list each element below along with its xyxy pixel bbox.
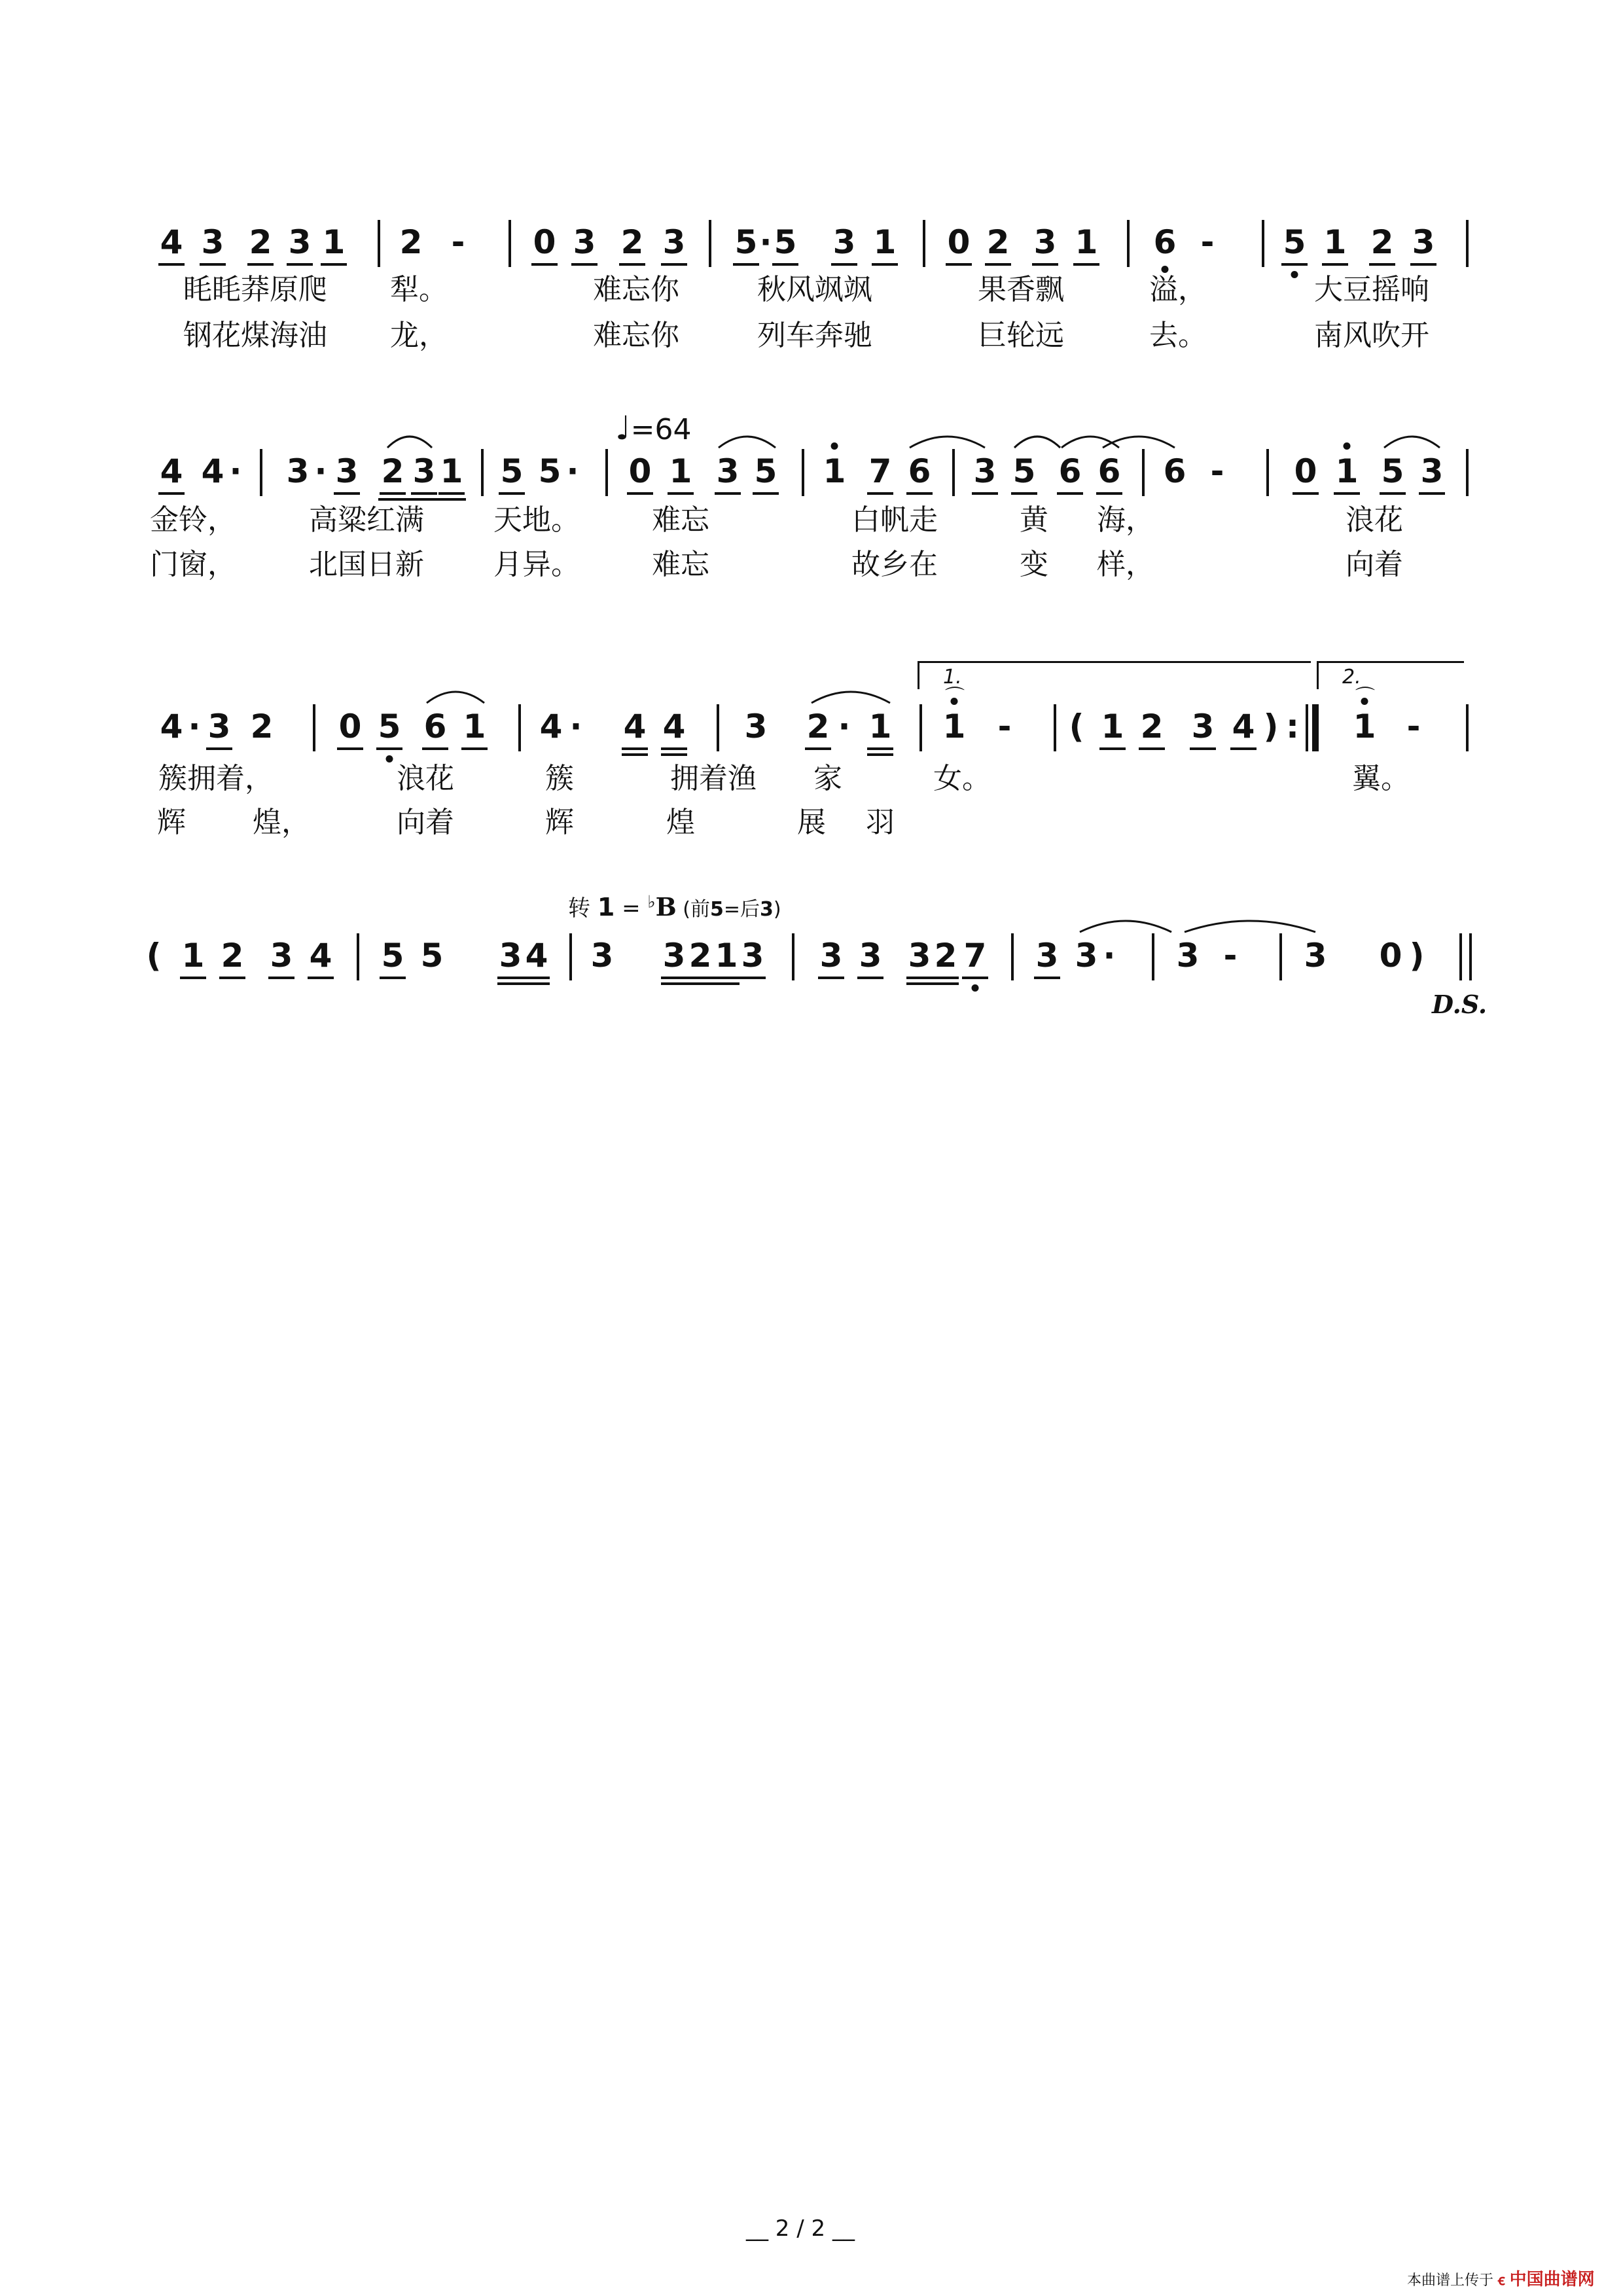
lyric-word: 溢， — [1149, 273, 1207, 306]
jianpu-note: 1 — [463, 708, 486, 745]
jianpu-note: 5 — [774, 223, 797, 261]
quarter-note-icon: ♩ — [615, 409, 631, 447]
barline — [378, 220, 380, 267]
jianpu-note: 0 — [533, 223, 556, 261]
jianpu-note: ( — [146, 937, 162, 975]
jianpu-note: 3 — [286, 452, 310, 490]
lyric-word: 向着 — [397, 806, 454, 839]
lower-octave-dot — [972, 984, 979, 992]
barline — [919, 704, 922, 751]
jianpu-note: 3 — [662, 937, 686, 975]
lyric-word: 羽 — [866, 806, 895, 839]
lyric-word: 浪花 — [1346, 503, 1403, 537]
fermata-icon: ⌒ — [1355, 686, 1375, 709]
jianpu-note: 5 — [1381, 452, 1404, 490]
jianpu-note: 0 — [947, 223, 971, 261]
jianpu-note: 6 — [1163, 452, 1186, 490]
jianpu-note: 4 — [539, 708, 563, 745]
underline-beam — [337, 747, 363, 750]
underline-beam — [661, 753, 687, 756]
jianpu-note: 3 — [590, 937, 614, 975]
barline — [1142, 449, 1145, 496]
jianpu-note: 2 — [620, 223, 644, 261]
underline-beam — [1011, 492, 1037, 495]
lyric-word: 翼。 — [1352, 762, 1410, 795]
jianpu-note: 4 — [309, 937, 332, 975]
site-logo-icon: ꞓ — [1498, 2272, 1505, 2289]
underline-beam — [753, 492, 779, 495]
underline-beam — [531, 263, 558, 266]
barline — [1127, 220, 1130, 267]
lyric-word: 难忘 — [652, 548, 709, 581]
volta-2 — [1317, 661, 1464, 689]
barline — [508, 220, 511, 267]
underline-beam — [422, 747, 448, 750]
jianpu-note: 1 — [823, 452, 846, 490]
lyric-word: 天地。 — [493, 503, 580, 537]
underline-beam — [287, 263, 313, 266]
barline — [1054, 704, 1056, 751]
jianpu-note: 1 — [715, 937, 738, 975]
lyric-word: 大豆摇响 — [1314, 273, 1429, 306]
jianpu-note: - — [1223, 937, 1238, 975]
jianpu-note: 2 — [399, 223, 423, 261]
lyric-word: 月异。 — [493, 548, 580, 581]
underline-beam — [962, 977, 988, 979]
lower-octave-dot — [1291, 271, 1298, 278]
jianpu-note: 5 — [378, 708, 401, 745]
jianpu-note: 1 — [1323, 223, 1347, 261]
jianpu-note: 5 — [1283, 223, 1306, 261]
jianpu-note: 4 — [662, 708, 686, 745]
jianpu-note: 1 — [942, 708, 966, 745]
underline-beam — [740, 977, 766, 979]
jianpu-note: 6 — [908, 452, 931, 490]
jianpu-note: 3 — [1191, 708, 1215, 745]
upper-octave-dot — [831, 442, 838, 450]
barline — [1466, 220, 1469, 267]
jianpu-note: 3 — [499, 937, 522, 975]
jianpu-note: 2 — [806, 708, 830, 745]
lyric-word: 去。 — [1149, 319, 1207, 352]
repeat-barline-thick — [1312, 704, 1319, 751]
lyric-word: 难忘 — [652, 503, 709, 537]
barline — [518, 704, 521, 751]
jianpu-note: 3 — [859, 937, 882, 975]
upper-octave-dot — [1344, 442, 1351, 450]
fermata-icon: ⌒ — [945, 686, 965, 709]
lyric-word: 果香飘 — [978, 273, 1064, 306]
jianpu-note: 4 — [201, 452, 224, 490]
underline-beam — [1322, 263, 1348, 266]
lyric-word: 故乡在 — [851, 548, 938, 581]
underline-beam — [972, 492, 998, 495]
barline — [569, 933, 572, 980]
underline-beam — [499, 492, 525, 495]
jianpu-note: · — [188, 708, 201, 745]
underline-beam — [906, 492, 933, 495]
underline-beam — [933, 982, 959, 985]
jianpu-note: 3 — [832, 223, 856, 261]
barline — [1011, 933, 1014, 980]
lyric-word: 列车奔驰 — [757, 319, 872, 352]
slur-arc — [910, 429, 985, 449]
jianpu-note: 4 — [160, 708, 183, 745]
underline-beam — [268, 977, 294, 979]
underline-beam — [857, 977, 883, 979]
underline-beam — [733, 263, 759, 266]
underline-beam — [867, 492, 893, 495]
underline-beam — [1293, 492, 1319, 495]
underline-beam — [661, 977, 687, 979]
lyric-word: 辉 — [157, 806, 186, 839]
jianpu-note: 0 — [338, 708, 362, 745]
jianpu-note: 2 — [381, 452, 404, 490]
underline-beam — [619, 263, 645, 266]
key-change-mark: 转 1 = ♭B (前5=后3) — [568, 892, 781, 922]
jianpu-note: 1 — [669, 452, 692, 490]
underline-beam — [1099, 747, 1126, 750]
watermark — [1407, 2266, 1595, 2290]
underline-beam — [571, 263, 597, 266]
jianpu-note: 1 — [873, 223, 897, 261]
lyric-word: 女。 — [933, 762, 991, 795]
jianpu-note: 4 — [525, 937, 548, 975]
jianpu-note: 2 — [1370, 223, 1394, 261]
lyric-word: 煌 — [666, 806, 695, 839]
underline-beam — [206, 747, 232, 750]
final-barline — [1469, 933, 1472, 980]
lyric-word: 簇 — [545, 762, 574, 795]
slur-arc — [427, 685, 484, 704]
jianpu-note: 3 — [1304, 937, 1327, 975]
ds-mark: D.S. — [1432, 990, 1488, 1019]
barline — [605, 449, 608, 496]
underline-beam — [687, 982, 713, 985]
underline-beam — [906, 977, 933, 979]
jianpu-note: 2 — [986, 223, 1010, 261]
jianpu-note: - — [1210, 452, 1224, 490]
lyric-word: 煌， — [253, 806, 310, 839]
jianpu-note: 3 — [288, 223, 312, 261]
barline — [802, 449, 804, 496]
lyric-word: 海， — [1097, 503, 1154, 537]
lyric-word: 样， — [1097, 548, 1154, 581]
barline — [1306, 704, 1308, 751]
barline — [260, 449, 262, 496]
jianpu-note: 3 — [908, 937, 931, 975]
underline-beam — [247, 263, 274, 266]
underline-beam — [946, 263, 972, 266]
lyric-word: 门窗， — [150, 548, 236, 581]
jianpu-note: - — [997, 708, 1012, 745]
barline — [1466, 704, 1469, 751]
jianpu-note: 4 — [1232, 708, 1255, 745]
jianpu-note: 1 — [1353, 708, 1376, 745]
barline — [313, 704, 315, 751]
slur-arc — [387, 429, 432, 449]
jianpu-note: 3 — [270, 937, 293, 975]
barline — [1279, 933, 1282, 980]
lyric-word: 辉 — [545, 806, 574, 839]
underline-beam — [1032, 263, 1058, 266]
underline-beam — [1139, 747, 1165, 750]
underline-beam — [715, 492, 741, 495]
underline-beam — [1073, 263, 1099, 266]
underline-beam — [308, 977, 334, 979]
slur-arc — [1103, 429, 1175, 449]
jianpu-note: · — [229, 452, 242, 490]
notation-row-4 — [0, 936, 1623, 1014]
underline-beam — [158, 492, 185, 495]
jianpu-note: 3 — [744, 708, 768, 745]
jianpu-note: · — [838, 708, 851, 745]
jianpu-note: 3 — [741, 937, 764, 975]
underline-beam — [1369, 263, 1395, 266]
barline — [792, 933, 794, 980]
jianpu-note: - — [1406, 708, 1421, 745]
underline-beam — [334, 492, 360, 495]
jianpu-note: 3 — [1176, 937, 1200, 975]
jianpu-note: 7 — [868, 452, 892, 490]
underline-beam — [872, 263, 898, 266]
lyric-word: 难忘你 — [593, 273, 679, 306]
jianpu-note: 5 — [1012, 452, 1036, 490]
underline-beam — [622, 747, 648, 750]
slur-arc — [1384, 429, 1440, 449]
underline-beam — [661, 747, 687, 750]
slur-arc — [812, 685, 890, 704]
underline-beam — [497, 982, 524, 985]
jianpu-note: 1 — [1075, 223, 1098, 261]
underline-beam — [524, 982, 550, 985]
jianpu-note: : — [1286, 708, 1299, 745]
jianpu-note: 3 — [1075, 937, 1098, 975]
barline — [709, 220, 711, 267]
jianpu-note: 7 — [963, 937, 987, 975]
jianpu-note: 3 — [1033, 223, 1057, 261]
lyric-word: 金铃， — [150, 503, 236, 537]
volta-1-label: 1. — [943, 666, 962, 689]
barline — [1262, 220, 1264, 267]
jianpu-note: 3 — [201, 223, 224, 261]
lyric-word: 变 — [1020, 548, 1048, 581]
underline-beam — [180, 977, 206, 979]
page-number: __ 2 / 2 __ — [746, 2215, 855, 2242]
underline-beam — [1380, 492, 1406, 495]
jianpu-note: 0 — [628, 452, 652, 490]
barline — [1266, 449, 1269, 496]
tempo-mark: ♩=64 — [615, 409, 692, 447]
underline-beam — [461, 747, 488, 750]
underline-beam — [1057, 492, 1083, 495]
watermark-text: 本曲谱上传于 — [1407, 2272, 1494, 2289]
jianpu-note: 0 — [1294, 452, 1317, 490]
underline-beam — [219, 977, 245, 979]
jianpu-note: 3 — [573, 223, 596, 261]
lyric-word: 家 — [813, 762, 842, 795]
jianpu-note: ( — [1069, 708, 1084, 745]
jianpu-note: 1 — [440, 452, 463, 490]
lyric-word: 高粱红满 — [309, 503, 424, 537]
underline-beam — [805, 747, 831, 750]
jianpu-note: 2 — [221, 937, 244, 975]
barline — [952, 449, 955, 496]
underline-beam — [831, 263, 857, 266]
lyric-word: 浪花 — [397, 762, 454, 795]
jianpu-note: · — [314, 452, 327, 490]
jianpu-note: 5 — [538, 452, 562, 490]
jianpu-note: 3 — [335, 452, 359, 490]
underline-beam — [985, 263, 1011, 266]
underline-beam — [818, 977, 844, 979]
jianpu-note: 6 — [423, 708, 447, 745]
jianpu-note: · — [1103, 937, 1116, 975]
lyric-word: 白帆走 — [851, 503, 938, 537]
jianpu-note: 5 — [381, 937, 404, 975]
underline-beam — [772, 263, 798, 266]
lyric-word: 龙， — [390, 319, 448, 352]
underline-beam — [1230, 747, 1257, 750]
jianpu-note: 3 — [1420, 452, 1444, 490]
jianpu-note: 3 — [973, 452, 997, 490]
underline-beam — [687, 977, 713, 979]
underline-beam — [713, 982, 740, 985]
jianpu-note: 6 — [1153, 223, 1177, 261]
lyric-word: 展 — [797, 806, 826, 839]
jianpu-note: ) — [1263, 708, 1279, 745]
underline-beam — [1190, 747, 1216, 750]
slur-arc — [1185, 914, 1315, 933]
underline-beam — [1410, 263, 1436, 266]
lower-octave-dot — [1162, 266, 1169, 273]
underline-beam — [497, 977, 524, 979]
jianpu-note: ) — [1409, 937, 1425, 975]
lyric-word: 钢花煤海油 — [183, 319, 327, 352]
underline-beam — [627, 492, 653, 495]
jianpu-note: 3 — [819, 937, 843, 975]
lyric-word: 巨轮远 — [978, 319, 1064, 352]
lyric-word: 黄 — [1020, 503, 1048, 537]
jianpu-note: 6 — [1058, 452, 1082, 490]
underline-beam — [376, 747, 402, 750]
jianpu-note: 3 — [412, 452, 436, 490]
slur-arc — [1014, 429, 1060, 449]
underline-beam — [661, 982, 687, 985]
jianpu-note: 0 — [1379, 937, 1402, 975]
barline — [481, 449, 484, 496]
jianpu-note: 1 — [868, 708, 892, 745]
jianpu-note: · — [566, 452, 579, 490]
barline — [923, 220, 925, 267]
barline — [1152, 933, 1154, 980]
lyric-word: 秋风飒飒 — [757, 273, 872, 306]
jianpu-note: 5 — [500, 452, 524, 490]
underline-beam — [321, 263, 347, 266]
slur-arc — [1080, 914, 1171, 933]
underline-beam — [200, 263, 226, 266]
lyric-word: 簇拥着， — [158, 762, 274, 795]
jianpu-note: 2 — [249, 223, 272, 261]
jianpu-note: 1 — [322, 223, 346, 261]
volta-1 — [918, 661, 1311, 689]
underline-beam — [668, 492, 694, 495]
jianpu-note: 4 — [160, 223, 183, 261]
lyric-word: 拥着渔 — [670, 762, 757, 795]
underline-beam — [380, 977, 406, 979]
jianpu-note: · — [759, 223, 772, 261]
underline-beam — [1034, 977, 1060, 979]
underline-beam — [1281, 263, 1308, 266]
underline-beam — [867, 747, 893, 750]
jianpu-note: - — [1200, 223, 1215, 261]
underline-beam — [933, 977, 959, 979]
jianpu-note: 3 — [662, 223, 686, 261]
lyric-word: 眊眊莽原爬 — [183, 273, 327, 306]
underline-beam — [158, 263, 185, 266]
jianpu-note: 5 — [734, 223, 758, 261]
jianpu-note: 3 — [1412, 223, 1435, 261]
underline-beam — [1419, 492, 1445, 495]
jianpu-note: 2 — [250, 708, 274, 745]
jianpu-note: 5 — [420, 937, 444, 975]
site-logo-text: 中国曲谱网 — [1509, 2270, 1595, 2289]
jianpu-note: 6 — [1097, 452, 1121, 490]
underline-beam — [1096, 492, 1122, 495]
lyric-word: 犁。 — [390, 273, 448, 306]
lower-octave-dot — [386, 755, 393, 762]
underline-beam — [378, 498, 466, 501]
barline — [1459, 933, 1462, 980]
underline-beam — [906, 982, 933, 985]
jianpu-note: 3 — [716, 452, 740, 490]
volta-2-label: 2. — [1342, 666, 1361, 689]
barline — [357, 933, 359, 980]
jianpu-note: 5 — [754, 452, 777, 490]
underline-beam — [438, 492, 465, 495]
jianpu-note: 3 — [1035, 937, 1059, 975]
lyric-word: 向着 — [1346, 548, 1403, 581]
underline-beam — [661, 263, 687, 266]
underline-beam — [411, 492, 437, 495]
jianpu-note: 4 — [623, 708, 647, 745]
jianpu-note: 2 — [688, 937, 712, 975]
underline-beam — [380, 492, 406, 495]
underline-beam — [713, 977, 740, 979]
lyric-word: 南风吹开 — [1314, 319, 1429, 352]
jianpu-note: 1 — [181, 937, 205, 975]
slur-arc — [719, 429, 776, 449]
jianpu-note: 1 — [1101, 708, 1124, 745]
jianpu-note: 2 — [934, 937, 957, 975]
lyric-word: 难忘你 — [593, 319, 679, 352]
lyric-word: 北国日新 — [309, 548, 424, 581]
jianpu-note: - — [451, 223, 465, 261]
barline — [1466, 449, 1469, 496]
jianpu-note: · — [569, 708, 582, 745]
underline-beam — [1334, 492, 1360, 495]
jianpu-note: 2 — [1140, 708, 1164, 745]
jianpu-note: 4 — [160, 452, 183, 490]
underline-beam — [867, 753, 893, 756]
jianpu-note: 1 — [1335, 452, 1359, 490]
underline-beam — [622, 753, 648, 756]
underline-beam — [524, 977, 550, 979]
jianpu-note: 3 — [207, 708, 231, 745]
barline — [717, 704, 719, 751]
